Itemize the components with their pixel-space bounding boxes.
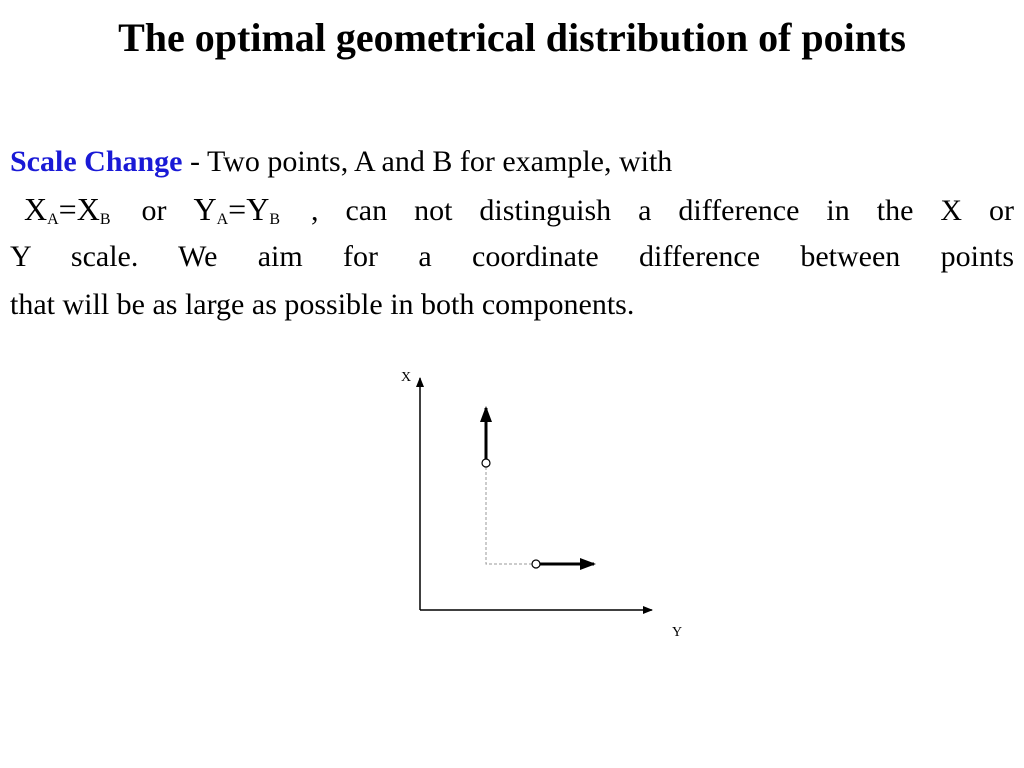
y-axis-label: Y [672, 625, 683, 640]
point-a [482, 459, 490, 467]
equation-xa-equals-xb: $X_A=X_B$ [24, 191, 111, 228]
slide-title: The optimal geometrical distribution of points [118, 15, 906, 60]
x-axis-label: X [401, 370, 412, 385]
dashed-connector [486, 467, 532, 564]
section-heading: Scale Change [10, 145, 183, 178]
paragraph-line-4: that will be as large as possible in both components. [10, 288, 635, 321]
paragraph-line-3: Y scale. We aim for a coordinate difference between points [10, 240, 1014, 273]
point-b [532, 560, 540, 568]
or-word: or [141, 194, 167, 227]
line-2-text: , can not distinguish a difference in the X or [311, 194, 1015, 227]
equation-ya-equals-yb: $Y_A=Y_B$ [193, 191, 280, 228]
intro-text: - Two points, A and B for example, with [182, 145, 673, 178]
